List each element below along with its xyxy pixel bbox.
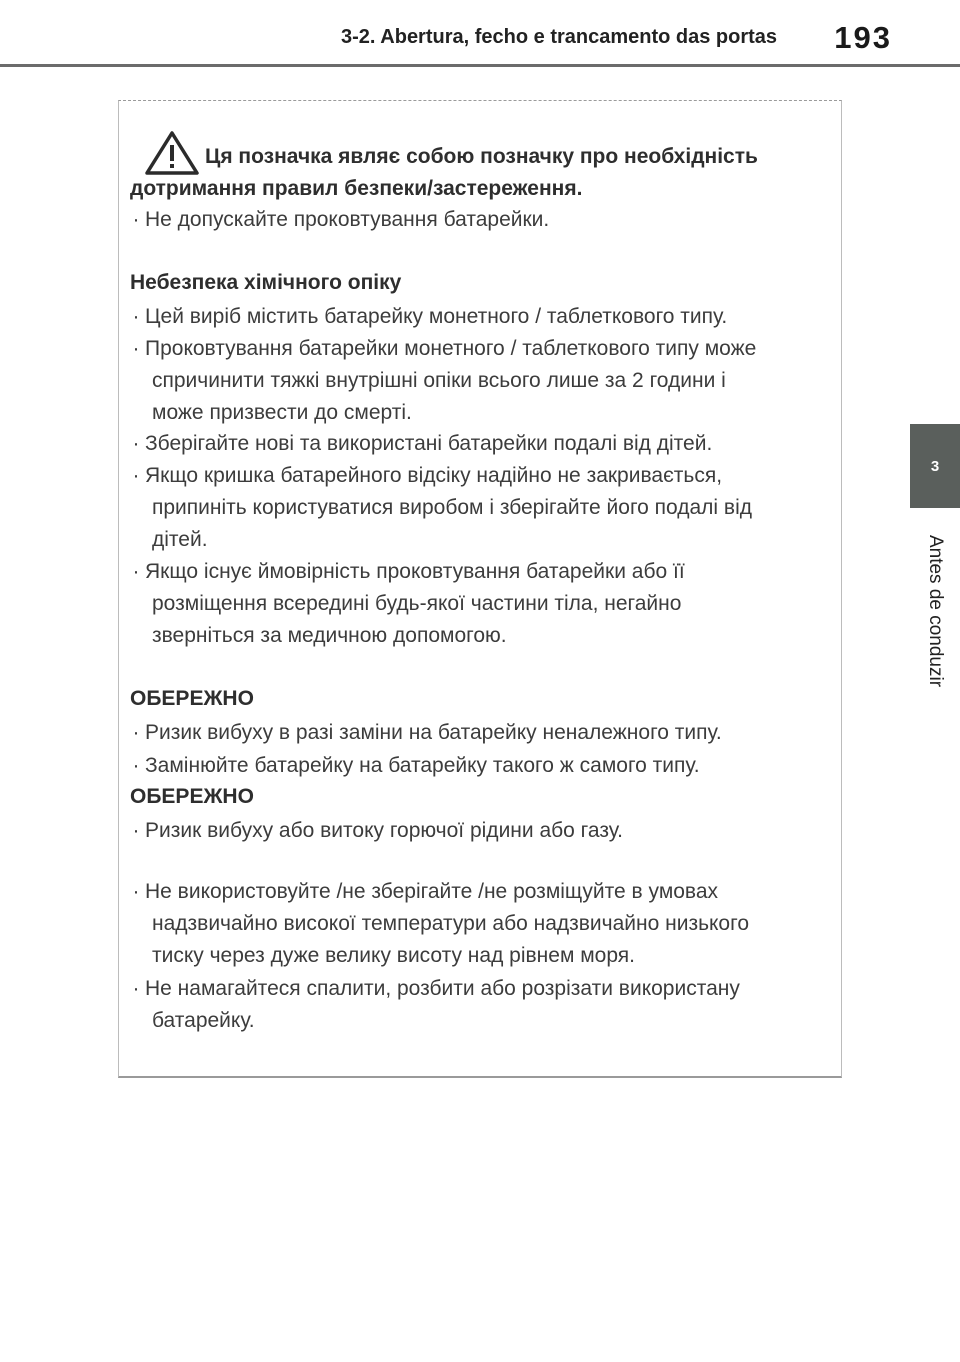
- bullet: ·: [132, 432, 140, 455]
- warning-triangle-icon: [144, 130, 200, 176]
- notice-item-cont: зверніться за медичною допомогою.: [152, 624, 507, 647]
- notice-item-cont: розміщення всередині будь-якої частини тіла, негайно: [152, 592, 682, 615]
- notice-item: Проковтування батарейки монетного / таблеткового типу може: [145, 337, 757, 360]
- bullet: ·: [132, 337, 140, 360]
- bullet: ·: [132, 819, 140, 842]
- notice-item: Не допускайте проковтування батарейки.: [145, 208, 550, 231]
- bullet: ·: [132, 305, 140, 328]
- notice-item-cont: може призвести до смерті.: [152, 401, 412, 424]
- bullet: ·: [132, 208, 140, 231]
- header-rule: [0, 64, 960, 67]
- bullet: ·: [132, 880, 140, 903]
- notice-item-cont: тиску через дуже велику висоту над рівнем моря.: [152, 944, 635, 967]
- notice-item: Ризик вибуху або витоку горючої рідини або газу.: [145, 819, 623, 842]
- page-header: [0, 0, 960, 70]
- notice-item: Якщо кришка батарейного відсіку надійно не закривається,: [145, 464, 723, 487]
- section-title: 3-2. Abertura, fecho e trancamento das portas: [341, 26, 778, 48]
- notice-item: Не намагайтеся спалити, розбити або розрізати використану: [145, 977, 740, 1000]
- bullet: ·: [132, 464, 140, 487]
- bullet: ·: [132, 977, 140, 1000]
- notice-item: Не використовуйте /не зберігайте /не розміщуйте в умовах: [145, 880, 719, 903]
- notice-item: Замінюйте батарейку на батарейку такого ж самого типу.: [145, 754, 700, 777]
- chapter-tab: [910, 424, 960, 508]
- notice-intro-line-2: дотримання правил безпеки/застереження.: [130, 177, 583, 200]
- subheading-caution: ОБЕРЕЖНО: [130, 687, 254, 710]
- notice-item: Якщо існує ймовірність проковтування батарейки або її: [145, 560, 685, 583]
- page-number: 193: [834, 20, 892, 55]
- notice-item-cont: дітей.: [152, 528, 208, 551]
- subheading-chemical-burn: Небезпека хімічного опіку: [130, 271, 402, 294]
- notice-item: Ризик вибуху в разі заміни на батарейку неналежного типу.: [145, 721, 722, 744]
- bullet: ·: [132, 721, 140, 744]
- notice-item: Цей виріб містить батарейку монетного / таблеткового типу.: [145, 305, 728, 328]
- notice-intro-line-1: Ця позначка являє собою позначку про необхідність: [205, 145, 758, 168]
- bullet: ·: [132, 754, 140, 777]
- chapter-number: 3: [930, 457, 940, 475]
- notice-item: Зберігайте нові та використані батарейки подалі від дітей.: [145, 432, 713, 455]
- chapter-label-text: Antes de conduzir: [925, 534, 946, 688]
- notice-item-cont: спричинити тяжкі внутрішні опіки всього лише за 2 години і: [152, 369, 726, 392]
- notice-item-cont: надзвичайно високої температури або надзвичайно низького: [152, 912, 749, 935]
- chapter-label: [912, 516, 958, 706]
- bullet: ·: [132, 560, 140, 583]
- notice-item-cont: припиніть користуватися виробом і зберігайте його подалі від: [152, 496, 753, 519]
- notice-item-cont: батарейку.: [152, 1009, 255, 1032]
- subheading-caution: ОБЕРЕЖНО: [130, 785, 254, 808]
